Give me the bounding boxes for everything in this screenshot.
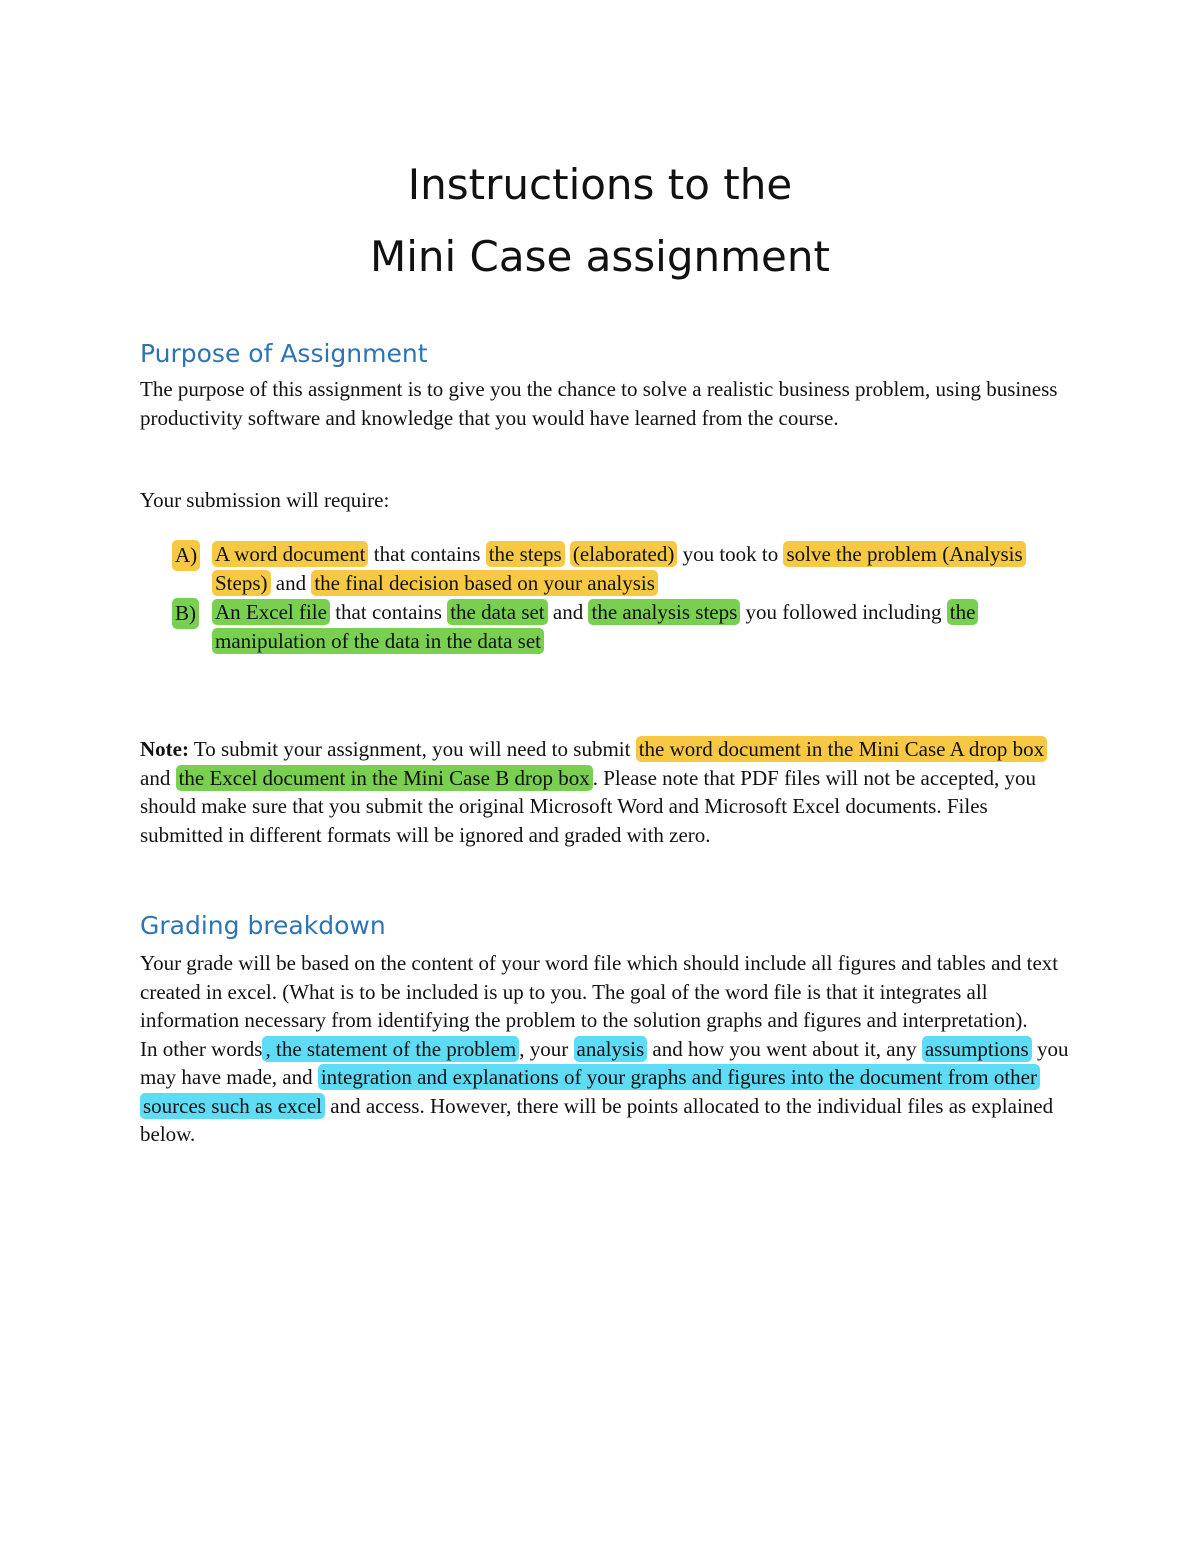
requirement-a-segment: and	[270, 571, 312, 595]
document-title-line-2: Mini Case assignment	[370, 232, 830, 281]
requirement-a-segment: A word document	[212, 541, 368, 567]
grading-segment: , your	[519, 1036, 574, 1061]
purpose-paragraph	[140, 375, 1070, 432]
requirement-b-segment: you followed including	[740, 600, 947, 624]
note-segment: and	[140, 765, 176, 790]
grading-segment: analysis	[574, 1036, 648, 1062]
note-segment: the Excel document in the Mini Case B drop box	[176, 765, 593, 791]
requirement-marker-b: B)	[172, 598, 199, 629]
requirement-a-segment: (elaborated)	[570, 541, 677, 567]
grading-paragraph-2	[140, 1035, 1070, 1149]
requirement-item-b	[140, 598, 1070, 656]
grading-paragraph-1: Your grade will be based on the content of your word file which should include all figures and tables and text created in excel. (What is to be included is up to you. The goal of the word file is that it integrates all information necessary from identifying the problem to the solution graphs and figures and interpretation).	[140, 951, 1059, 1032]
document-title-line-1: Instructions to the	[407, 160, 793, 209]
requirement-item-a	[140, 540, 1070, 598]
grading-segment: you may have made, and	[140, 1036, 1069, 1089]
requirement-marker-a: A)	[172, 540, 200, 571]
purpose-heading: Purpose of Assignment	[140, 339, 428, 368]
grading-heading: Grading breakdown	[140, 911, 386, 940]
requirement-b-segment: and	[547, 600, 589, 624]
requirement-b-segment: the data set	[447, 599, 547, 625]
requirement-intro: Your submission will require:	[140, 488, 390, 512]
requirement-a-segment: the final decision based on your analysis	[311, 570, 658, 596]
requirement-b-segment: the analysis steps	[588, 599, 740, 625]
requirement-a-segment: solve the problem (Analysis Steps)	[212, 541, 1026, 596]
requirement-a-segment: the steps	[486, 541, 565, 567]
requirement-a-segment: you took to	[677, 542, 784, 566]
grading-segment: and how you went about it, any	[647, 1036, 922, 1061]
note-segment: the word document in the Mini Case A drop box	[636, 736, 1047, 762]
requirements-list	[140, 540, 1070, 656]
grading-segment: integration and explanations of your graphs and figures into the document from other sources such as excel	[140, 1064, 1040, 1119]
note-segment: . Please note that PDF files will not be accepted, you should make sure that you submit the original Microsoft Word and Microsoft Excel documents. Files submitted in different formats will be ignored and graded with zero.	[140, 765, 1036, 847]
grading-segment: assumptions	[922, 1036, 1032, 1062]
requirement-b-segment: the manipulation of the data in the data set	[212, 599, 978, 654]
grading-segment: and access. However, there will be points allocated to the individual files as explained below.	[140, 1093, 1054, 1146]
note-label: Note:	[140, 737, 189, 761]
requirement-b-segment: that contains	[329, 600, 448, 624]
grading-segment: , the statement of the problem	[262, 1036, 519, 1062]
grading-section	[140, 949, 1070, 1149]
grading-segment: In other words	[140, 1036, 263, 1061]
purpose-text: The purpose of this assignment is to give you the chance to solve a realistic business problem, using business productivity software and knowledge that you would have learned from the course.	[140, 377, 1058, 430]
requirement-b-segment: An Excel file	[212, 599, 330, 625]
note-paragraph	[140, 735, 1070, 849]
requirement-a-segment: that contains	[368, 542, 486, 566]
note-segment: To submit your assignment, you will need to submit	[188, 737, 636, 761]
